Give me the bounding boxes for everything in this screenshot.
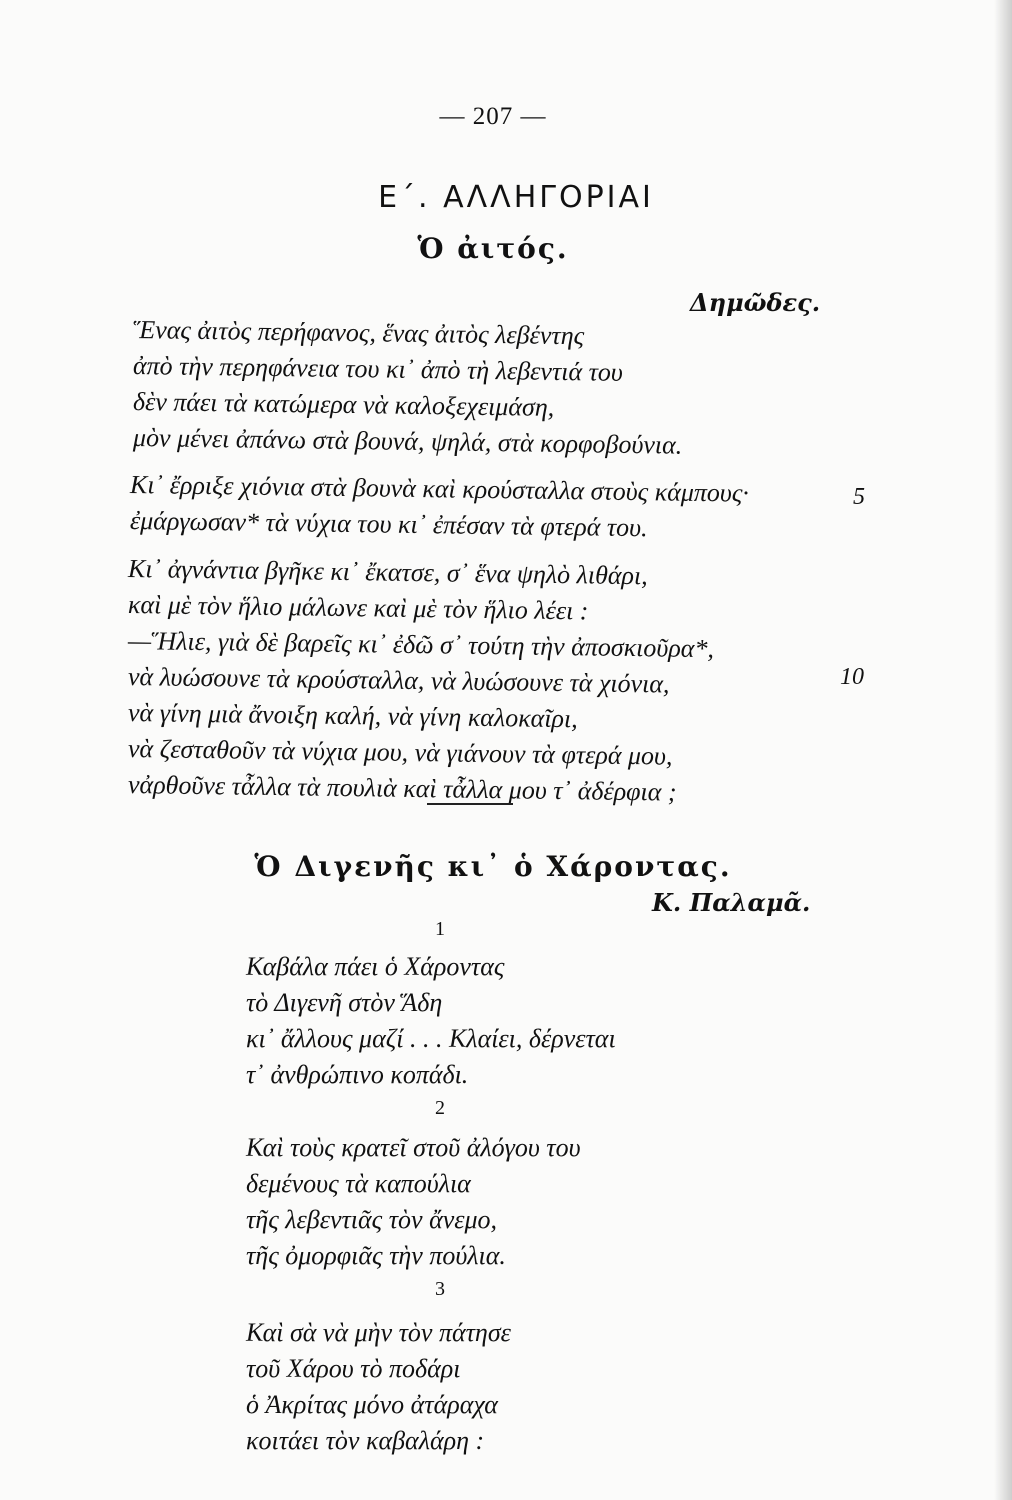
poem-line: κοιτάει τὸν καβαλάρη : <box>246 1426 485 1455</box>
poem-line: νὰ γίνη μιὰ ἄνοιξη καλή, νὰ γίνη καλοκαῖρι, <box>127 698 578 734</box>
poem-line: Καὶ τοὺς κρατεῖ στοῦ ἀλόγου του <box>246 1133 581 1162</box>
poem-line: μὸν μένει ἀπάνω στὰ βουνά, ψηλά, στὰ κορφοβούνια. <box>132 423 683 460</box>
poem-line: —Ἥλιε, γιὰ δὲ βαρεῖς κι᾿ ἐδῶ σ᾿ τούτη τὴν ἀποσκιοῦρα*, <box>127 626 715 664</box>
poem-line: ἀπὸ τὴν περηφάνεια του κι᾿ ἀπὸ τὴ λεβεντιά του <box>132 351 624 387</box>
poem-line: ὁ Ἀκρίτας μόνο ἀτάραχα <box>246 1390 498 1419</box>
section-divider <box>427 803 513 805</box>
poem-line: Κι᾿ ἔρριξε χιόνια στὰ βουνὰ καὶ κρούσταλλα στοὺς κάμπους· <box>129 470 750 508</box>
poem-title-eagle: Ὁ ἀιτός. <box>417 232 569 265</box>
poem-line: Ἕνας ἀιτὸς περήφανος, ἕνας ἀιτὸς λεβέντης <box>132 315 585 351</box>
poem-line: τὸ Διγενῆ στὸν Ἅδη <box>246 988 443 1017</box>
line-number: 5 <box>853 484 865 510</box>
poem-line: δεμένους τὰ καπούλια <box>246 1169 471 1198</box>
poem-line: Κι᾿ ἀγνάντια βγῆκε κι᾿ ἔκατσε, σ᾿ ἕνα ψηλὸ λιθάρι, <box>127 554 648 591</box>
poem-line: τ᾿ ἀνθρώπινο κοπάδι. <box>246 1060 469 1089</box>
poem-line: ἐμάργωσαν* τὰ νύχια του κι᾿ ἐπέσαν τὰ φτερά του. <box>129 506 648 543</box>
section-title: Ε΄. ΑΛΛΗΓΟΡΙΑΙ <box>378 180 654 215</box>
page-edge-shadow <box>994 0 1012 1500</box>
poem-line: τῆς λεβεντιᾶς τὸν ἄνεμο, <box>246 1205 498 1234</box>
poem-line: Καὶ σὰ νὰ μὴν τὸν πάτησε <box>246 1318 511 1347</box>
poem-line: δὲν πάει τὰ κατώμερα νὰ καλοξεχειμάση, <box>132 387 555 422</box>
poem-line: νὰ λυώσουνε τὰ κρούσταλλα, νὰ λυώσουνε τὰ χιόνια, <box>127 662 670 699</box>
stanza-number: 2 <box>435 1097 445 1119</box>
poem-title-digenis: Ὁ Διγενῆς κι᾿ ὁ Χάροντας. <box>254 850 732 883</box>
stanza-number: 1 <box>435 918 445 940</box>
page-number: — 207 — <box>439 103 547 130</box>
poem-line: τοῦ Χάρου τὸ ποδάρι <box>246 1354 461 1383</box>
poem-line: νὰ ζεσταθοῦν τὰ νύχια μου, νὰ γιάνουν τὰ φτερά μου, <box>127 734 673 771</box>
poem-line: τῆς ὀμορφιᾶς τὴν πούλια. <box>246 1241 506 1270</box>
poem-line: Καβάλα πάει ὁ Χάροντας <box>246 952 505 981</box>
line-number: 10 <box>840 664 864 690</box>
stanza-number: 3 <box>435 1278 445 1300</box>
poem-line: νἀρθοῦνε τἆλλα τὰ πουλιὰ καὶ τἆλλα μου τ᾿ ἀδέρφια ; <box>127 770 677 807</box>
poem-line: καὶ μὲ τὸν ἥλιο μάλωνε καὶ μὲ τὸν ἥλιο λέει : <box>127 590 589 626</box>
poem-attribution-palamas: Κ. Παλαμᾶ. <box>652 888 811 917</box>
poem-attribution-folk: Δημῶδες. <box>690 288 821 317</box>
poem-line: κι᾿ ἄλλους μαζί . . . Κλαίει, δέρνεται <box>246 1024 616 1053</box>
